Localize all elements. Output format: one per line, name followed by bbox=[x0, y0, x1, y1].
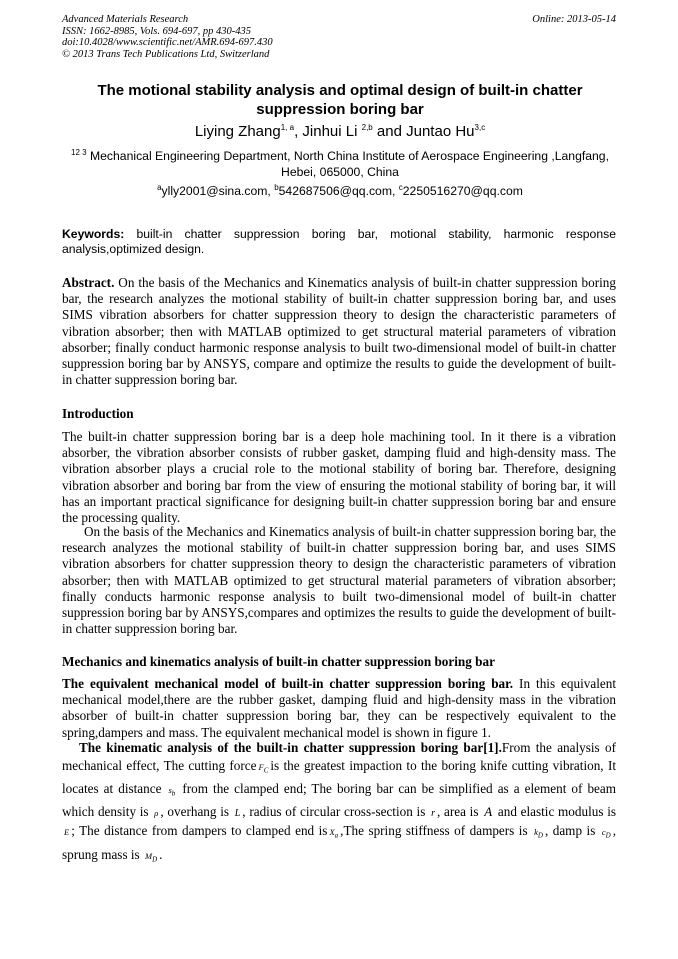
email-sup: a bbox=[157, 182, 162, 192]
kin-text: is the greatest impaction to the boring knife cutting vibration, It locates at distance bbox=[62, 757, 616, 796]
email-sup: b bbox=[274, 182, 279, 192]
abstract-text: On the basis of the Mechanics and Kinematics analysis of built-in chatter suppression boring bar, the research analyzes the motional stability of built-in chatter suppression boring bar, and uses SIMS vibration absorbers for chatter suppression theory to design the characteristic parameters of vibration absorber; then with MATLAB optimized to get structural material parameters of vibration absorber; finally conduct harmonic response analysis to built two-dimensional model of built-in chatter suppression boring bar by ANSYS, compare and optimize the results to guide the development of built-in chatter suppression boring bar. bbox=[62, 275, 616, 388]
author-separator: , bbox=[294, 123, 303, 140]
symbol-distance bbox=[166, 784, 177, 798]
journal-doi: doi:10.4028/www.scientific.net/AMR.694-697.430 bbox=[62, 37, 273, 48]
keywords bbox=[62, 227, 616, 257]
email-address[interactable]: 542687506@qq.com bbox=[278, 184, 392, 198]
symbol-sub: D bbox=[605, 832, 611, 841]
kin-text: and elastic modulus is bbox=[494, 803, 617, 819]
section-heading-mechanics: Mechanics and kinematics analysis of built-in chatter suppression boring bar bbox=[62, 654, 495, 669]
journal-copyright: © 2013 Trans Tech Publications Ltd, Switzerland bbox=[62, 48, 270, 60]
model-paragraph bbox=[62, 676, 616, 741]
kinematic-paragraph bbox=[62, 739, 616, 869]
symbol-text: k bbox=[534, 827, 538, 838]
kin-text: from the clamped end; The boring bar can be simplified as a element of beam which density is bbox=[62, 780, 616, 819]
model-label: The equivalent mechanical model of built-in chatter suppression boring bar. bbox=[62, 676, 514, 691]
author-sup: 2,b bbox=[361, 123, 373, 132]
symbol-area: A bbox=[484, 803, 493, 819]
abstract bbox=[62, 275, 616, 388]
kin-text: , area is bbox=[436, 803, 483, 819]
symbol-overhang: L bbox=[234, 807, 241, 819]
symbol-text: c bbox=[601, 827, 606, 838]
symbol-stiffness bbox=[532, 827, 545, 841]
online-date: Online: 2013-05-14 bbox=[532, 14, 616, 25]
email-address[interactable]: 2250516270@qq.com bbox=[402, 184, 523, 198]
section-heading-introduction: Introduction bbox=[62, 406, 134, 421]
symbol-radius: r bbox=[431, 807, 435, 819]
kin-text: ; The distance from dampers to clamped end is bbox=[71, 823, 328, 839]
symbol-sub: C bbox=[263, 766, 269, 775]
symbol-text: s bbox=[168, 784, 172, 795]
email-address[interactable]: ylly2001@sina.com bbox=[161, 184, 268, 198]
symbol-cutting-force bbox=[256, 761, 270, 775]
author-separator: and bbox=[372, 123, 407, 140]
symbol-text: F bbox=[258, 761, 264, 772]
symbol-density: ρ bbox=[154, 807, 159, 818]
intro-paragraph-2: On the basis of the Mechanics and Kinematics analysis of built-in chatter suppression boring bar, the research analyzes the motional stability of built-in chatter suppression boring bar, and uses SIMS vibration absorbers for chatter suppression theory to design the characteristic parameters of vibration absorber; then with MATLAB optimized to get structural material parameters of vibration absorber; finally conducts harmonic response analysis to built two-dimensional model of built-in chatter suppression boring bar by ANSYS,compares and optimizes the results to guide the development of built-in chatter suppression boring bar. bbox=[62, 524, 616, 637]
affiliation-sup: 12 3 bbox=[71, 147, 87, 157]
author-name: Jinhui Li bbox=[302, 123, 358, 140]
symbol-sub: D bbox=[537, 832, 543, 841]
model-text: In this equivalent mechanical model,there are the rubber gasket, damping fluid and high-density mass in the vibration absorber of built-in chatter suppression boring bar, they can be respectively equivalent to the spring,dampers and mass. The equivalent mechanical model is shown in figure 1. bbox=[62, 676, 616, 740]
affiliation bbox=[62, 149, 618, 180]
kin-text: , radius of circular cross-section is bbox=[242, 803, 430, 819]
author-name: Juntao Hu bbox=[406, 123, 475, 140]
intro-paragraph-1: The built-in chatter suppression boring bar is a deep hole machining tool. In it there is a vibration absorber, the vibration absorber consists of rubber gasket, damping fluid and high-density mass. The vibration absorber plays a crucial role to the motional stability of boring bar. Therefore, designing vibration absorber and boring bar from the view of ensuring the motional stability of boring bar, it will has an important practical significance for designing built-in chatter suppression boring bar and ensure the processing quality. bbox=[62, 429, 616, 526]
kin-text: From the analysis of mechanical effect, The cutting force bbox=[62, 740, 616, 773]
kin-text: ,The spring stiffness of dampers is bbox=[340, 823, 533, 839]
symbol-mass bbox=[143, 850, 159, 864]
symbol-modulus: E bbox=[64, 827, 70, 838]
symbol-sub: D bbox=[152, 855, 158, 864]
symbol-text: M bbox=[144, 850, 153, 861]
journal-name: Advanced Materials Research bbox=[62, 14, 189, 25]
symbol-sub: b bbox=[171, 789, 176, 798]
symbol-damping bbox=[600, 827, 613, 841]
author-sup: 3,c bbox=[474, 123, 486, 132]
affiliation-text: Mechanical Engineering Department, North China Institute of Aerospace Engineering ,Langfang, Hebei, 065000, China bbox=[90, 149, 609, 179]
abstract-label: Abstract. bbox=[62, 275, 115, 290]
kin-text: , sprung mass is bbox=[62, 823, 616, 862]
keywords-text: built-in chatter suppression boring bar, motional stability, harmonic response analysis,optimized design. bbox=[62, 227, 616, 256]
paper-title: The motional stability analysis and optimal design of built-in chatter suppression boring bar bbox=[97, 82, 583, 118]
kinematic-label: The kinematic analysis of the built-in chatter suppression boring bar[1]. bbox=[79, 740, 502, 755]
symbol-damper-distance bbox=[327, 827, 340, 841]
symbol-sub: a bbox=[334, 832, 339, 841]
keywords-label: Keywords: bbox=[62, 227, 125, 241]
author-sup: 1, a bbox=[280, 123, 295, 132]
journal-issn: ISSN: 1662-8985, Vols. 694-697, pp 430-435 bbox=[62, 25, 251, 37]
kin-text: , damp is bbox=[544, 823, 600, 839]
kin-text: . bbox=[159, 846, 163, 862]
email-sup: c bbox=[398, 182, 403, 192]
email-list: $^a$ylly2001@sina.com, $^b$542687506@qq.com, $^c$2250516270@qq.com bbox=[157, 182, 523, 198]
symbol-text: X bbox=[329, 827, 335, 838]
author-list bbox=[62, 122, 618, 141]
kin-text: , overhang is bbox=[160, 803, 233, 819]
author-name: Liying Zhang bbox=[194, 123, 281, 140]
journal-header bbox=[62, 14, 618, 60]
